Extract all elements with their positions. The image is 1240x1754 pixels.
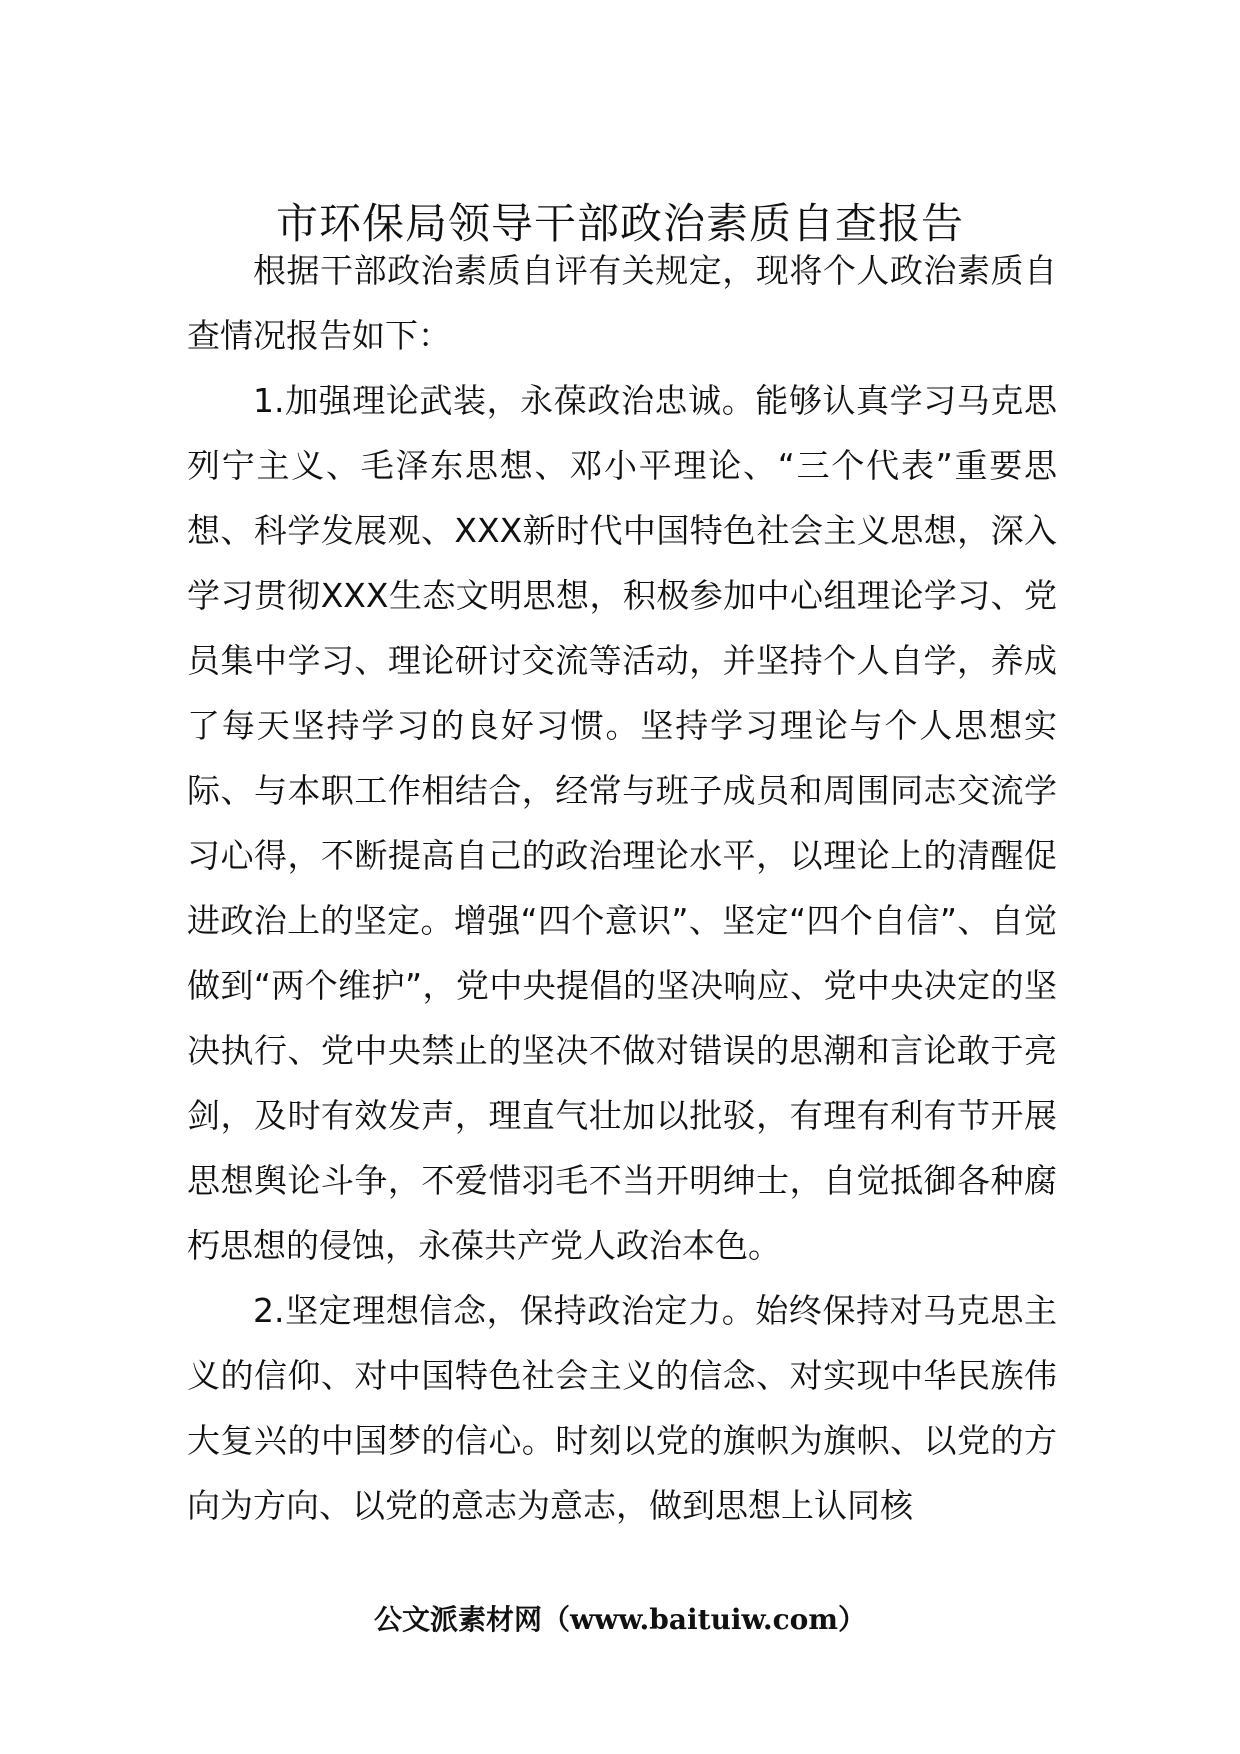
footer-watermark: 公文派素材网（www.baituiw.com） [374,1603,866,1636]
paragraph-section-1: 1.加强理论武装，永葆政治忠诚。能够认真学习马克思列宁主义、毛泽东思想、邓小平理论、“三个代表”重要思想、科学发展观、XXX新时代中国特色社会主义思想，深入学习贯彻XXX生态文明思想，积极参加中心组理论学习、党员集中学习、理论研讨交流等活动，并坚持个人自学，养成了每天坚持学习的良好习惯。坚持学习理论与个人思想实际、与本职工作相结合，经常与班子成员和周围同志交流学习心得，不断提高自己的政治理论水平，以理论上的清醒促进政治上的坚定。增强“四个意识”、坚定“四个自信”、自觉做到“两个维护”，党中央提倡的坚决响应、党中央决定的坚决执行、党中央禁止的坚决不做对错误的思潮和言论敢于亮剑，及时有效发声，理直气壮加以批驳，有理有利有节开展思想舆论斗争，不爱惜羽毛不当开明绅士，自觉抵御各种腐朽思想的侵蚀，永葆共产党人政治本色。 [187,381,1057,1265]
paragraph-section-2: 2.坚定理想信念，保持政治定力。始终保持对马克思主义的信仰、对中国特色社会主义的信念、对实现中华民族伟大复兴的中国梦的信心。时刻以党的旗帜为旗帜、以党的方向为方向、以党的意志为意志，做到思想上认同核 [187,1291,1057,1525]
document-title: 市环保局领导干部政治素质自查报告 [275,199,964,249]
paragraph-intro: 根据干部政治素质自评有关规定，现将个人政治素质自查情况报告如下： [187,251,1057,355]
document-body [187,238,1057,1538]
